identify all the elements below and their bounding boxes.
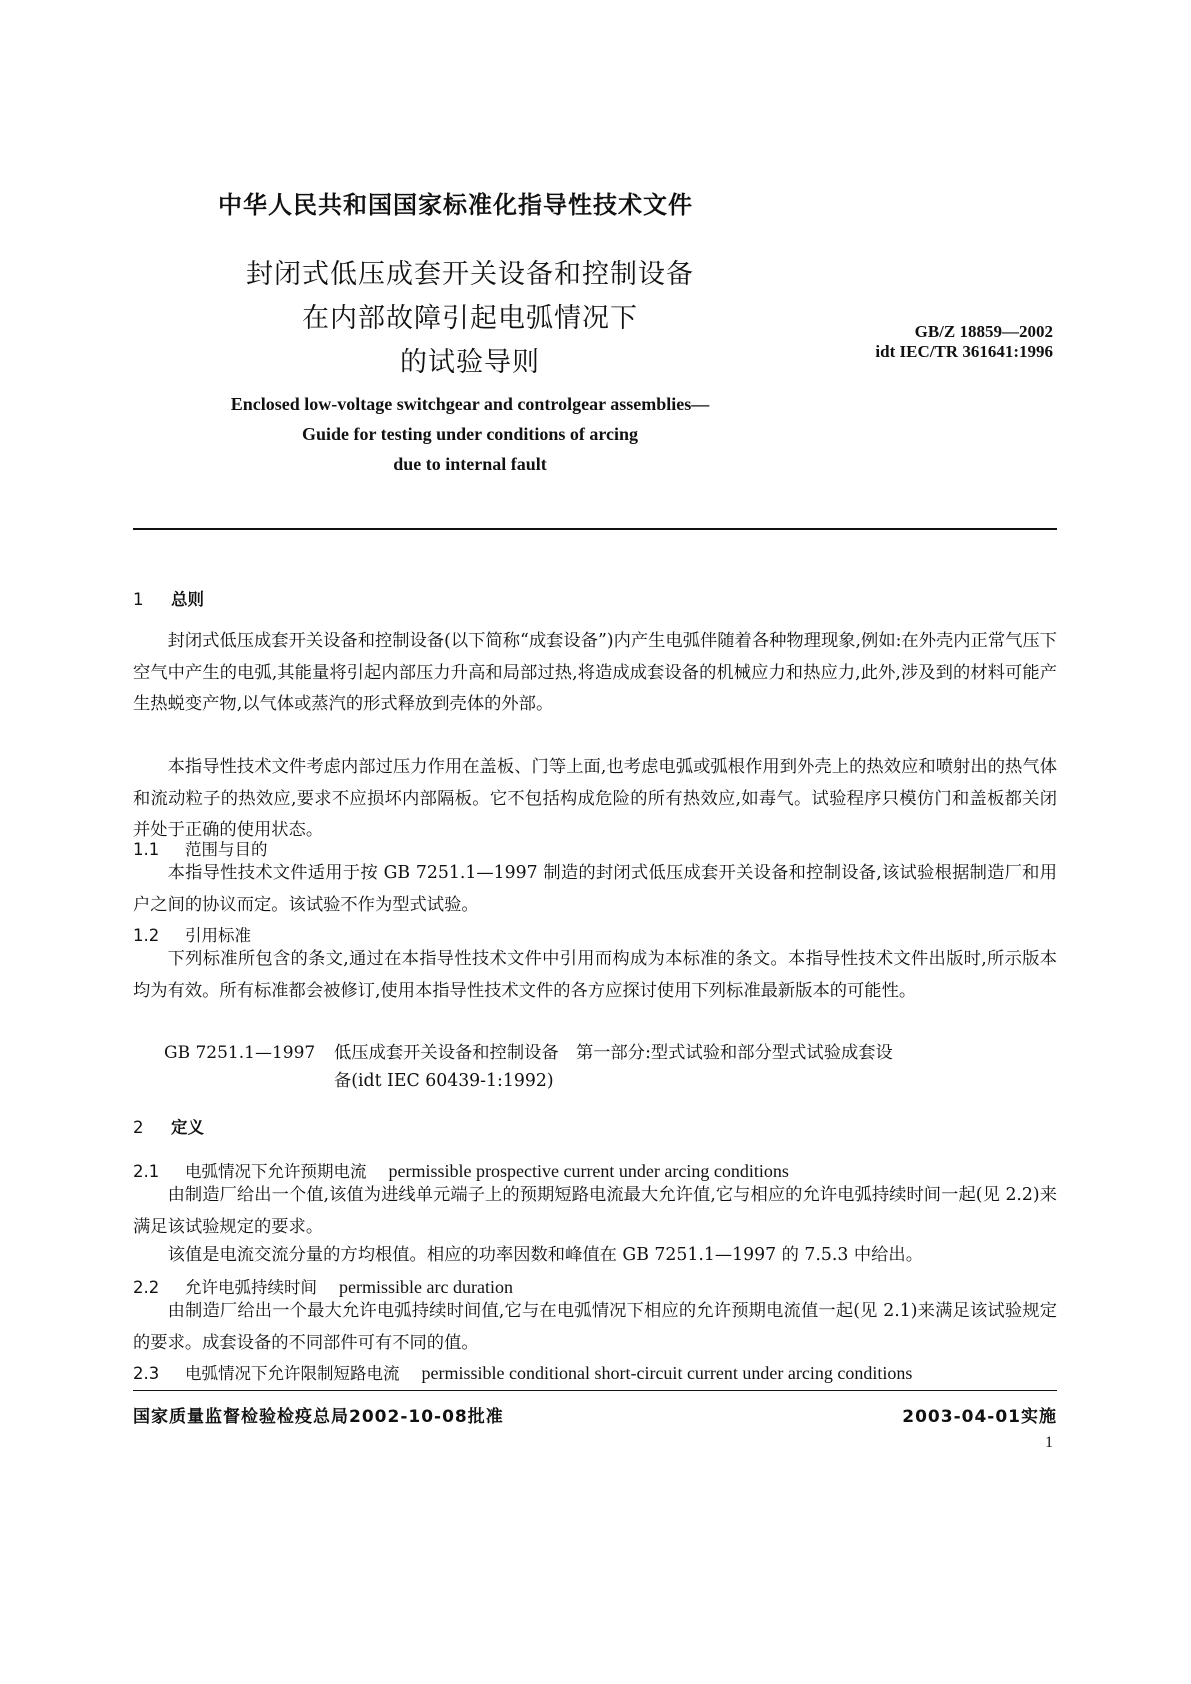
section-1-paragraph-1: 封闭式低压成套开关设备和控制设备(以下简称“成套设备”)内产生电弧伴随着各种物理现象,例如:在外壳内正常气压下空气中产生的电弧,其能量将引起内部压力升高和局部过热,将造成成套设备的机械应力和热应力,此外,涉及到的材料可能产生热蜕变产物,以气体或蒸汽的形式释放到壳体的外部。 [133, 631, 1057, 714]
section-number: 1.2 [133, 926, 160, 945]
section-number: 1 [133, 590, 144, 609]
section-1-2-heading [133, 922, 251, 946]
section-title: 范围与目的 [185, 840, 268, 859]
section-number: 2.3 [133, 1364, 160, 1383]
section-number: 2 [133, 1118, 144, 1137]
implementation-date: 2003-04-01实施 [902, 1407, 1057, 1427]
reference-title-line-2: 备(idt IEC 60439-1:1992) [334, 1071, 554, 1091]
page-number: 1 [1045, 1434, 1053, 1451]
section-number: 2.1 [133, 1162, 160, 1181]
section-title-en: permissible arc duration [339, 1277, 513, 1297]
section-number: 1.1 [133, 840, 160, 859]
section-title: 定义 [171, 1118, 204, 1137]
title-cn-line-3: 的试验导则 [400, 347, 540, 378]
footer-divider [133, 1390, 1057, 1391]
title-cn-line-1: 封闭式低压成套开关设备和控制设备 [246, 259, 694, 290]
section-1-1-paragraph: 本指导性技术文件适用于按 GB 7251.1—1997 制造的封闭式低压成套开关设备和控制设备,该试验根据制造厂和用户之间的协议而定。该试验不作为型式试验。 [133, 863, 1057, 915]
title-en-line-2: Guide for testing under conditions of arcing [301, 424, 639, 444]
section-2-2-paragraph: 由制造厂给出一个最大允许电弧持续时间值,它与在电弧情况下相应的允许预期电流值一起(见 2.1)来满足该试验规定的要求。成套设备的不同部件可有不同的值。 [133, 1301, 1057, 1353]
section-1-2-paragraph: 下列标准所包含的条文,通过在本指导性技术文件中引用而构成为本标准的条文。本指导性技术文件出版时,所示版本均为有效。所有标准都会被修订,使用本指导性技术文件的各方应探讨使用下列标准最新版本的可能性。 [133, 949, 1057, 1001]
section-2-2-heading [133, 1274, 513, 1298]
title-cn-line-2: 在内部故障引起电弧情况下 [302, 303, 638, 334]
section-2-1-paragraph-2: 该值是电流交流分量的方均根值。相应的功率因数和峰值在 GB 7251.1—1997 的 7.5.3 中给出。 [167, 1245, 923, 1265]
section-2-heading [133, 1114, 204, 1138]
section-1-heading [133, 586, 204, 610]
section-number: 2.2 [133, 1278, 160, 1297]
approval-authority: 国家质量监督检验检疫总局2002-10-08批准 [133, 1407, 504, 1427]
standard-number: GB/Z 18859—2002 [914, 322, 1053, 341]
section-title-en: permissible prospective current under arcing conditions [388, 1161, 789, 1181]
section-2-1-paragraph-1: 由制造厂给出一个值,该值为进线单元端子上的预期短路电流最大允许值,它与相应的允许电弧持续时间一起(见 2.2)来满足该试验规定的要求。 [133, 1185, 1057, 1237]
section-2-1-heading [133, 1158, 789, 1182]
header-divider [133, 528, 1057, 530]
section-title-en: permissible conditional short-circuit current under arcing conditions [421, 1363, 913, 1383]
section-title: 允许电弧持续时间 [185, 1278, 317, 1297]
reference-title-line-1: 低压成套开关设备和控制设备 第一部分:型式试验和部分型式试验成套设 [334, 1043, 893, 1063]
section-title: 电弧情况下允许限制短路电流 [185, 1364, 400, 1383]
section-1-1-heading [133, 836, 268, 860]
section-title: 引用标准 [185, 926, 251, 945]
section-title: 总则 [171, 590, 204, 609]
title-en-line-3: due to internal fault [393, 454, 547, 474]
section-title: 电弧情况下允许预期电流 [185, 1162, 367, 1181]
reference-code: GB 7251.1—1997 [164, 1043, 316, 1063]
title-en-line-1: Enclosed low-voltage switchgear and controlgear assemblies— [230, 394, 710, 414]
document-header: 中华人民共和国国家标准化指导性技术文件 [218, 191, 693, 219]
section-2-3-heading [133, 1360, 912, 1384]
standard-idt: idt IEC/TR 361641:1996 [875, 342, 1053, 361]
section-1-paragraph-2: 本指导性技术文件考虑内部过压力作用在盖板、门等上面,也考虑电弧或弧根作用到外壳上的热效应和喷射出的热气体和流动粒子的热效应,要求不应损坏内部隔板。它不包括构成危险的所有热效应,如毒气。试验程序只模仿门和盖板都关闭并处于正确的使用状态。 [133, 757, 1057, 840]
